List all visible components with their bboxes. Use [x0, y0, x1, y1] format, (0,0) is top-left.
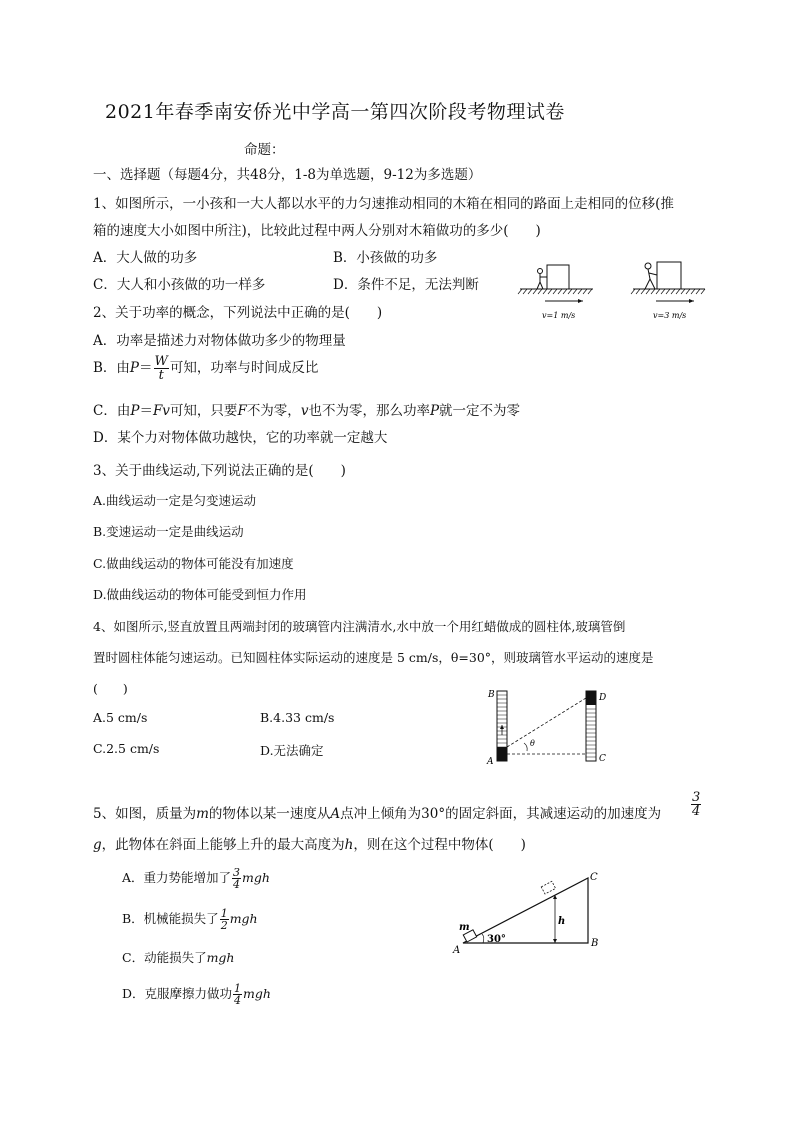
q5-s2h: h: [344, 837, 354, 853]
q5d-pre: D．克服摩擦力做功: [122, 986, 233, 1001]
label-h: h: [558, 916, 566, 927]
q4-figure: [480, 685, 615, 770]
q2c-b: P: [130, 403, 140, 419]
q5-s2g: g: [93, 837, 102, 853]
q5-option-c: [122, 948, 234, 966]
q3-stem: 3、关于曲线运动,下列说法正确的是( ): [93, 463, 346, 479]
label-angle: 30°: [487, 934, 506, 945]
q2c-c: ＝: [139, 403, 153, 419]
label-b: B: [591, 938, 599, 949]
label-v3: v=3 m/s: [653, 311, 687, 320]
q1-stem-line1: 1、如图所示，一小孩和一大人都以水平的力匀速推动相同的木箱在相同的路面上走相同的位移(推: [93, 196, 674, 212]
q2c-e: 可知，只要: [169, 403, 238, 419]
q2c-a: C．由: [93, 403, 131, 419]
q5-option-d: [122, 983, 271, 1006]
q5-s1a: 5、如图，质量为: [93, 806, 197, 822]
q1-option-a: A．大人做的功多: [93, 250, 198, 266]
q2b-eq: ＝: [139, 360, 153, 376]
wax-block-left: [497, 747, 507, 761]
child-figure: [538, 269, 543, 274]
page-title: 2021年春季南安侨光中学高一第四次阶段考物理试卷: [105, 101, 565, 123]
q1-option-b: B．小孩做的功多: [333, 250, 438, 266]
q1-figure-right: [631, 262, 705, 320]
q5-frac-den: 4: [692, 804, 701, 819]
q2b-p: P: [129, 360, 140, 376]
q5-s1c: 点冲上倾角为30°的固定斜面，其减速运动的加速度为: [340, 806, 662, 822]
q4-stem-line2: 置时圆柱体能匀速运动。已知圆柱体实际运动的速度是 5 cm/s，θ=30°，则玻璃管水平运动的速度是: [93, 650, 654, 665]
label-c: C: [590, 872, 598, 883]
q5a-den: 4: [233, 878, 241, 891]
q3-option-a: A.曲线运动一定是匀变速运动: [93, 493, 257, 508]
q1-option-c: C．大人和小孩做的功一样多: [93, 277, 266, 293]
q3-option-b: B.变速运动一定是曲线运动: [93, 524, 244, 539]
label-a: A: [453, 945, 461, 956]
crate-left: [547, 265, 569, 289]
q1-option-d: D．条件不足，无法判断: [333, 277, 479, 293]
q5-frac-num: 3: [692, 790, 701, 805]
q3-option-c: C.做曲线运动的物体可能没有加速度: [93, 556, 294, 571]
adult-figure: [645, 263, 651, 269]
q2-option-d: D．某个力对物体做功越快，它的功率就一定越大: [93, 430, 388, 446]
q5b-den: 2: [220, 919, 228, 932]
label-c: C: [599, 754, 606, 764]
q5b-post: mgh: [229, 911, 258, 926]
q5a-num: 3: [233, 866, 241, 879]
q4-option-c: C.2.5 cm/s: [93, 741, 160, 756]
q2-option-a: A．功率是描述力对物体做功多少的物理量: [93, 333, 346, 349]
q5c-pre: C．动能损失了: [122, 950, 207, 965]
q5d-post: mgh: [243, 986, 271, 1001]
q5b-pre: B．机械能损失了: [122, 911, 219, 926]
label-a: A: [487, 757, 494, 767]
q5-option-a: [122, 867, 270, 890]
q4-option-b: B.4.33 cm/s: [260, 710, 335, 725]
q2b-post: 可知，功率与时间成反比: [169, 360, 319, 376]
q2b-fraction: [154, 355, 169, 382]
q5-s2b: ，此物体在斜面上能够上升的最大高度为: [101, 837, 345, 853]
crate-right: [657, 262, 681, 289]
q1-stem-line2: 箱的速度大小如图中所注)，比较此过程中两人分别对木箱做功的多少( ): [93, 223, 541, 239]
q2c-f: F: [237, 403, 247, 419]
q2c-i: 也不为零，那么功率: [308, 403, 430, 419]
q5-figure: [445, 870, 615, 960]
q5-s1m: m: [196, 806, 209, 822]
q5c-post: mgh: [206, 950, 235, 965]
author-label: 命题：: [244, 142, 285, 158]
q2c-k: 就一定不为零: [439, 403, 521, 419]
block-top: [541, 881, 555, 894]
q2-option-c: [93, 399, 520, 419]
label-d: D: [599, 693, 607, 703]
q5b-num: 1: [220, 907, 228, 920]
path-ad: [507, 698, 586, 747]
q5-s2c: ，则在这个过程中物体( ): [353, 837, 526, 853]
q5a-pre: A．重力势能增加了: [122, 870, 232, 885]
q5a-post: mgh: [242, 870, 270, 885]
q4-option-d: D.无法确定: [260, 743, 324, 758]
section-heading: 一、选择题（每题4分，共48分，1-8为单选题，9-12为多选题）: [93, 167, 482, 183]
q2c-g: 不为零，: [246, 403, 301, 419]
q2b-den: t: [158, 368, 164, 383]
wax-block-right: [586, 691, 596, 705]
q5-stem-line2: [93, 833, 526, 853]
q4-option-a: A.5 cm/s: [93, 710, 148, 725]
q2b-pre: B．由: [93, 360, 130, 376]
q5-s1A: A: [330, 806, 341, 822]
label-theta: θ: [530, 739, 535, 748]
q2-stem: 2、关于功率的概念，下列说法中正确的是( ): [93, 305, 383, 321]
q2-option-b: [93, 355, 318, 382]
q4-stem-line1: 4、如图所示,竖直放置且两端封闭的玻璃管内注满清水,水中放一个用红蜡做成的圆柱体,玻璃管倒: [93, 619, 626, 634]
q2c-j: P: [429, 403, 440, 419]
q5-stem-line1: [93, 802, 661, 822]
q1-figure-left: [518, 265, 593, 320]
q5-accel-fraction: [690, 791, 702, 818]
q2b-num: W: [154, 354, 168, 369]
label-v1: v=1 m/s: [542, 311, 576, 320]
q5-s1b: 的物体以某一速度从: [208, 806, 331, 822]
incline-triangle: [463, 878, 588, 943]
label-m: m: [459, 922, 470, 933]
q4-stem-line3: ( ): [93, 681, 128, 696]
q5-option-b: [122, 908, 258, 931]
q5d-num: 1: [234, 982, 242, 995]
q1-figure: [515, 255, 715, 325]
q5d-den: 4: [234, 994, 242, 1007]
q2c-d: Fv: [152, 403, 170, 419]
q2c-h: v: [300, 403, 309, 419]
label-b: B: [488, 690, 495, 700]
q3-option-d: D.做曲线运动的物体可能受到恒力作用: [93, 587, 307, 602]
